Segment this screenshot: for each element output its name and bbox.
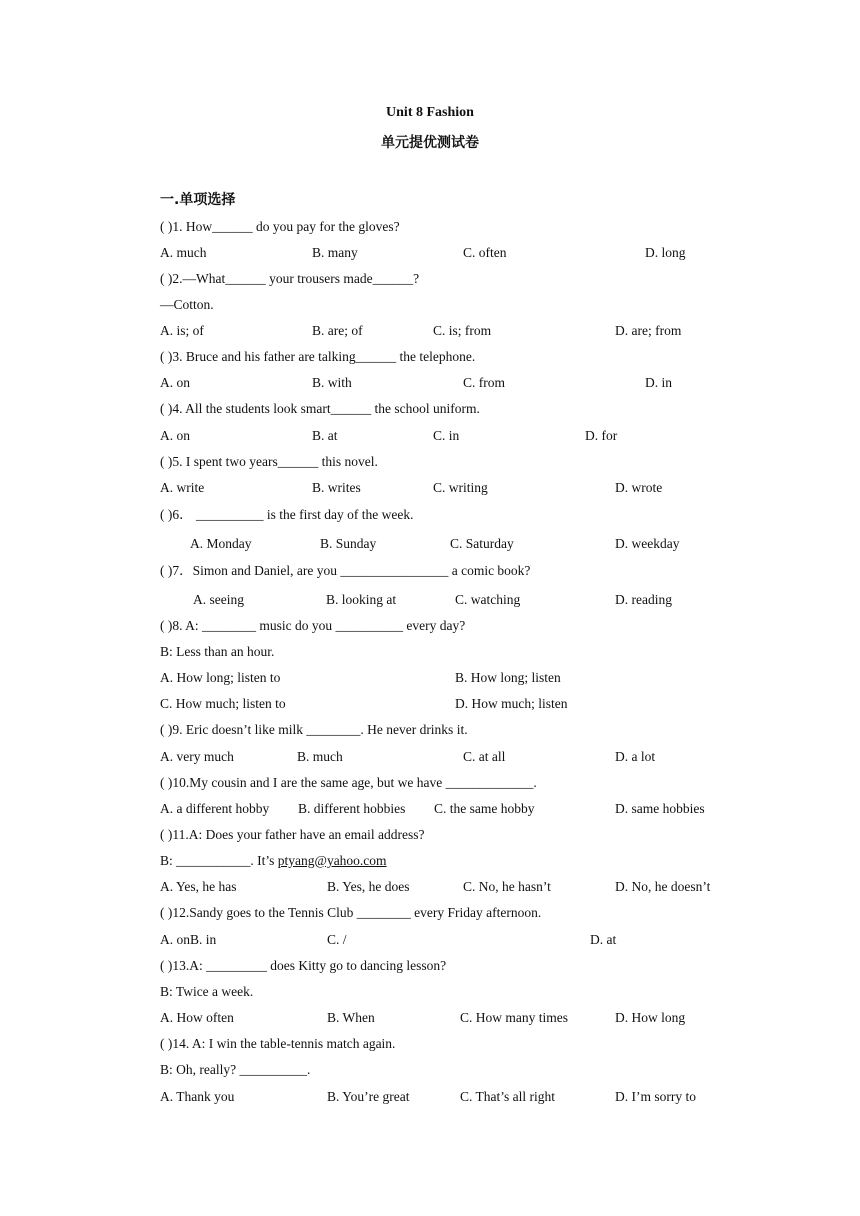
question-13-option-b: B. When — [327, 1010, 375, 1025]
question-12-stem: ( )12.Sandy goes to the Tennis Club ________ every Friday afternoon. — [160, 905, 542, 920]
question-3-option-c: C. from — [463, 375, 505, 390]
question-11-dialog-prefix: B: ___________. It’s — [160, 853, 278, 868]
question-13-option-c: C. How many times — [460, 1010, 568, 1025]
question-7-option-a: A. seeing — [193, 592, 244, 607]
question-1-option-c: C. often — [463, 245, 507, 260]
question-1-option-b: B. many — [312, 245, 358, 260]
question-10-option-b: B. different hobbies — [298, 801, 406, 816]
question-8-dialog-line: B: Less than an hour. — [160, 644, 275, 659]
question-3-option-d: D. in — [645, 375, 672, 390]
question-10-option-a: A. a different hobby — [160, 801, 270, 816]
question-14-option-b: B. You’re great — [327, 1089, 410, 1104]
question-13-stem: ( )13.A: _________ does Kitty go to dancing lesson? — [160, 958, 447, 973]
question-12-option-ab: A. onB. in — [160, 932, 217, 947]
question-5-option-b: B. writes — [312, 480, 361, 495]
question-8-option-c: C. How much; listen to — [160, 696, 286, 711]
question-4-option-c: C. in — [433, 428, 460, 443]
question-5-stem: ( )5. I spent two years______ this novel. — [160, 454, 378, 469]
section-title: 一.单项选择 — [160, 192, 236, 208]
question-6-option-d: D. weekday — [615, 536, 680, 551]
question-7-option-b: B. looking at — [326, 592, 397, 607]
question-5-option-a: A. write — [160, 480, 205, 495]
question-1-option-a: A. much — [160, 245, 207, 260]
question-2-answer-line: —Cotton. — [160, 297, 214, 312]
question-7-option-c: C. watching — [455, 592, 521, 607]
question-11-option-c: C. No, he hasn’t — [463, 879, 551, 894]
question-12-option-c: C. / — [327, 932, 347, 947]
question-10-option-d: D. same hobbies — [615, 801, 705, 816]
page-title: Unit 8 Fashion — [386, 105, 474, 120]
question-4-stem: ( )4. All the students look smart______ the school uniform. — [160, 401, 480, 416]
question-12-option-d: D. at — [590, 932, 617, 947]
question-7-stem: ( )7．Simon and Daniel, are you ________________ a comic book? — [160, 563, 531, 578]
question-6-option-b: B. Sunday — [320, 536, 377, 551]
question-9-stem: ( )9. Eric doesn’t like milk ________. He never drinks it. — [160, 722, 468, 737]
question-7-option-d: D. reading — [615, 592, 672, 607]
question-3-option-a: A. on — [160, 375, 190, 390]
question-13-dialog-line: B: Twice a week. — [160, 984, 254, 999]
question-13-option-d: D. How long — [615, 1010, 686, 1025]
question-10-option-c: C. the same hobby — [434, 801, 535, 816]
question-9-option-c: C. at all — [463, 749, 506, 764]
question-9-option-d: D. a lot — [615, 749, 656, 764]
question-11-option-d: D. No, he doesn’t — [615, 879, 711, 894]
question-9-option-b: B. much — [297, 749, 343, 764]
question-4-option-d: D. for — [585, 428, 618, 443]
question-10-stem: ( )10.My cousin and I are the same age, but we have _____________. — [160, 775, 537, 790]
question-13-option-a: A. How often — [160, 1010, 234, 1025]
question-11-option-a: A. Yes, he has — [160, 879, 237, 894]
question-11-stem: ( )11.A: Does your father have an email address? — [160, 827, 425, 842]
question-14-dialog-line: B: Oh, really? __________. — [160, 1062, 311, 1077]
question-2-option-c: C. is; from — [433, 323, 492, 338]
question-14-option-c: C. That’s all right — [460, 1089, 555, 1104]
question-2-option-b: B. are; of — [312, 323, 363, 338]
question-8-option-d: D. How much; listen — [455, 696, 568, 711]
question-6-stem: ( )6． __________ is the first day of the week. — [160, 507, 414, 522]
question-11-option-b: B. Yes, he does — [327, 879, 410, 894]
question-8-option-b: B. How long; listen — [455, 670, 561, 685]
question-14-option-d: D. I’m sorry to — [615, 1089, 696, 1104]
question-14-option-a: A. Thank you — [160, 1089, 235, 1104]
question-2-option-a: A. is; of — [160, 323, 204, 338]
page-subtitle: 单元提优测试卷 — [381, 135, 479, 151]
question-14-stem: ( )14. A: I win the table-tennis match again. — [160, 1036, 396, 1051]
question-5-option-d: D. wrote — [615, 480, 663, 495]
question-3-stem: ( )3. Bruce and his father are talking______ the telephone. — [160, 349, 476, 364]
question-6-option-a: A. Monday — [190, 536, 252, 551]
question-1-stem: ( )1. How______ do you pay for the gloves? — [160, 219, 400, 234]
question-8-option-a: A. How long; listen to — [160, 670, 281, 685]
question-2-stem: ( )2.—What______ your trousers made______? — [160, 271, 420, 286]
question-4-option-b: B. at — [312, 428, 338, 443]
email-link[interactable]: ptyang@yahoo.com — [277, 853, 387, 868]
question-4-option-a: A. on — [160, 428, 190, 443]
question-2-option-d: D. are; from — [615, 323, 682, 338]
question-1-option-d: D. long — [645, 245, 686, 260]
question-9-option-a: A. very much — [160, 749, 234, 764]
question-3-option-b: B. with — [312, 375, 352, 390]
question-6-option-c: C. Saturday — [450, 536, 514, 551]
question-11-dialog-line — [160, 852, 387, 870]
question-8-stem: ( )8. A: ________ music do you __________ every day? — [160, 618, 466, 633]
question-5-option-c: C. writing — [433, 480, 488, 495]
